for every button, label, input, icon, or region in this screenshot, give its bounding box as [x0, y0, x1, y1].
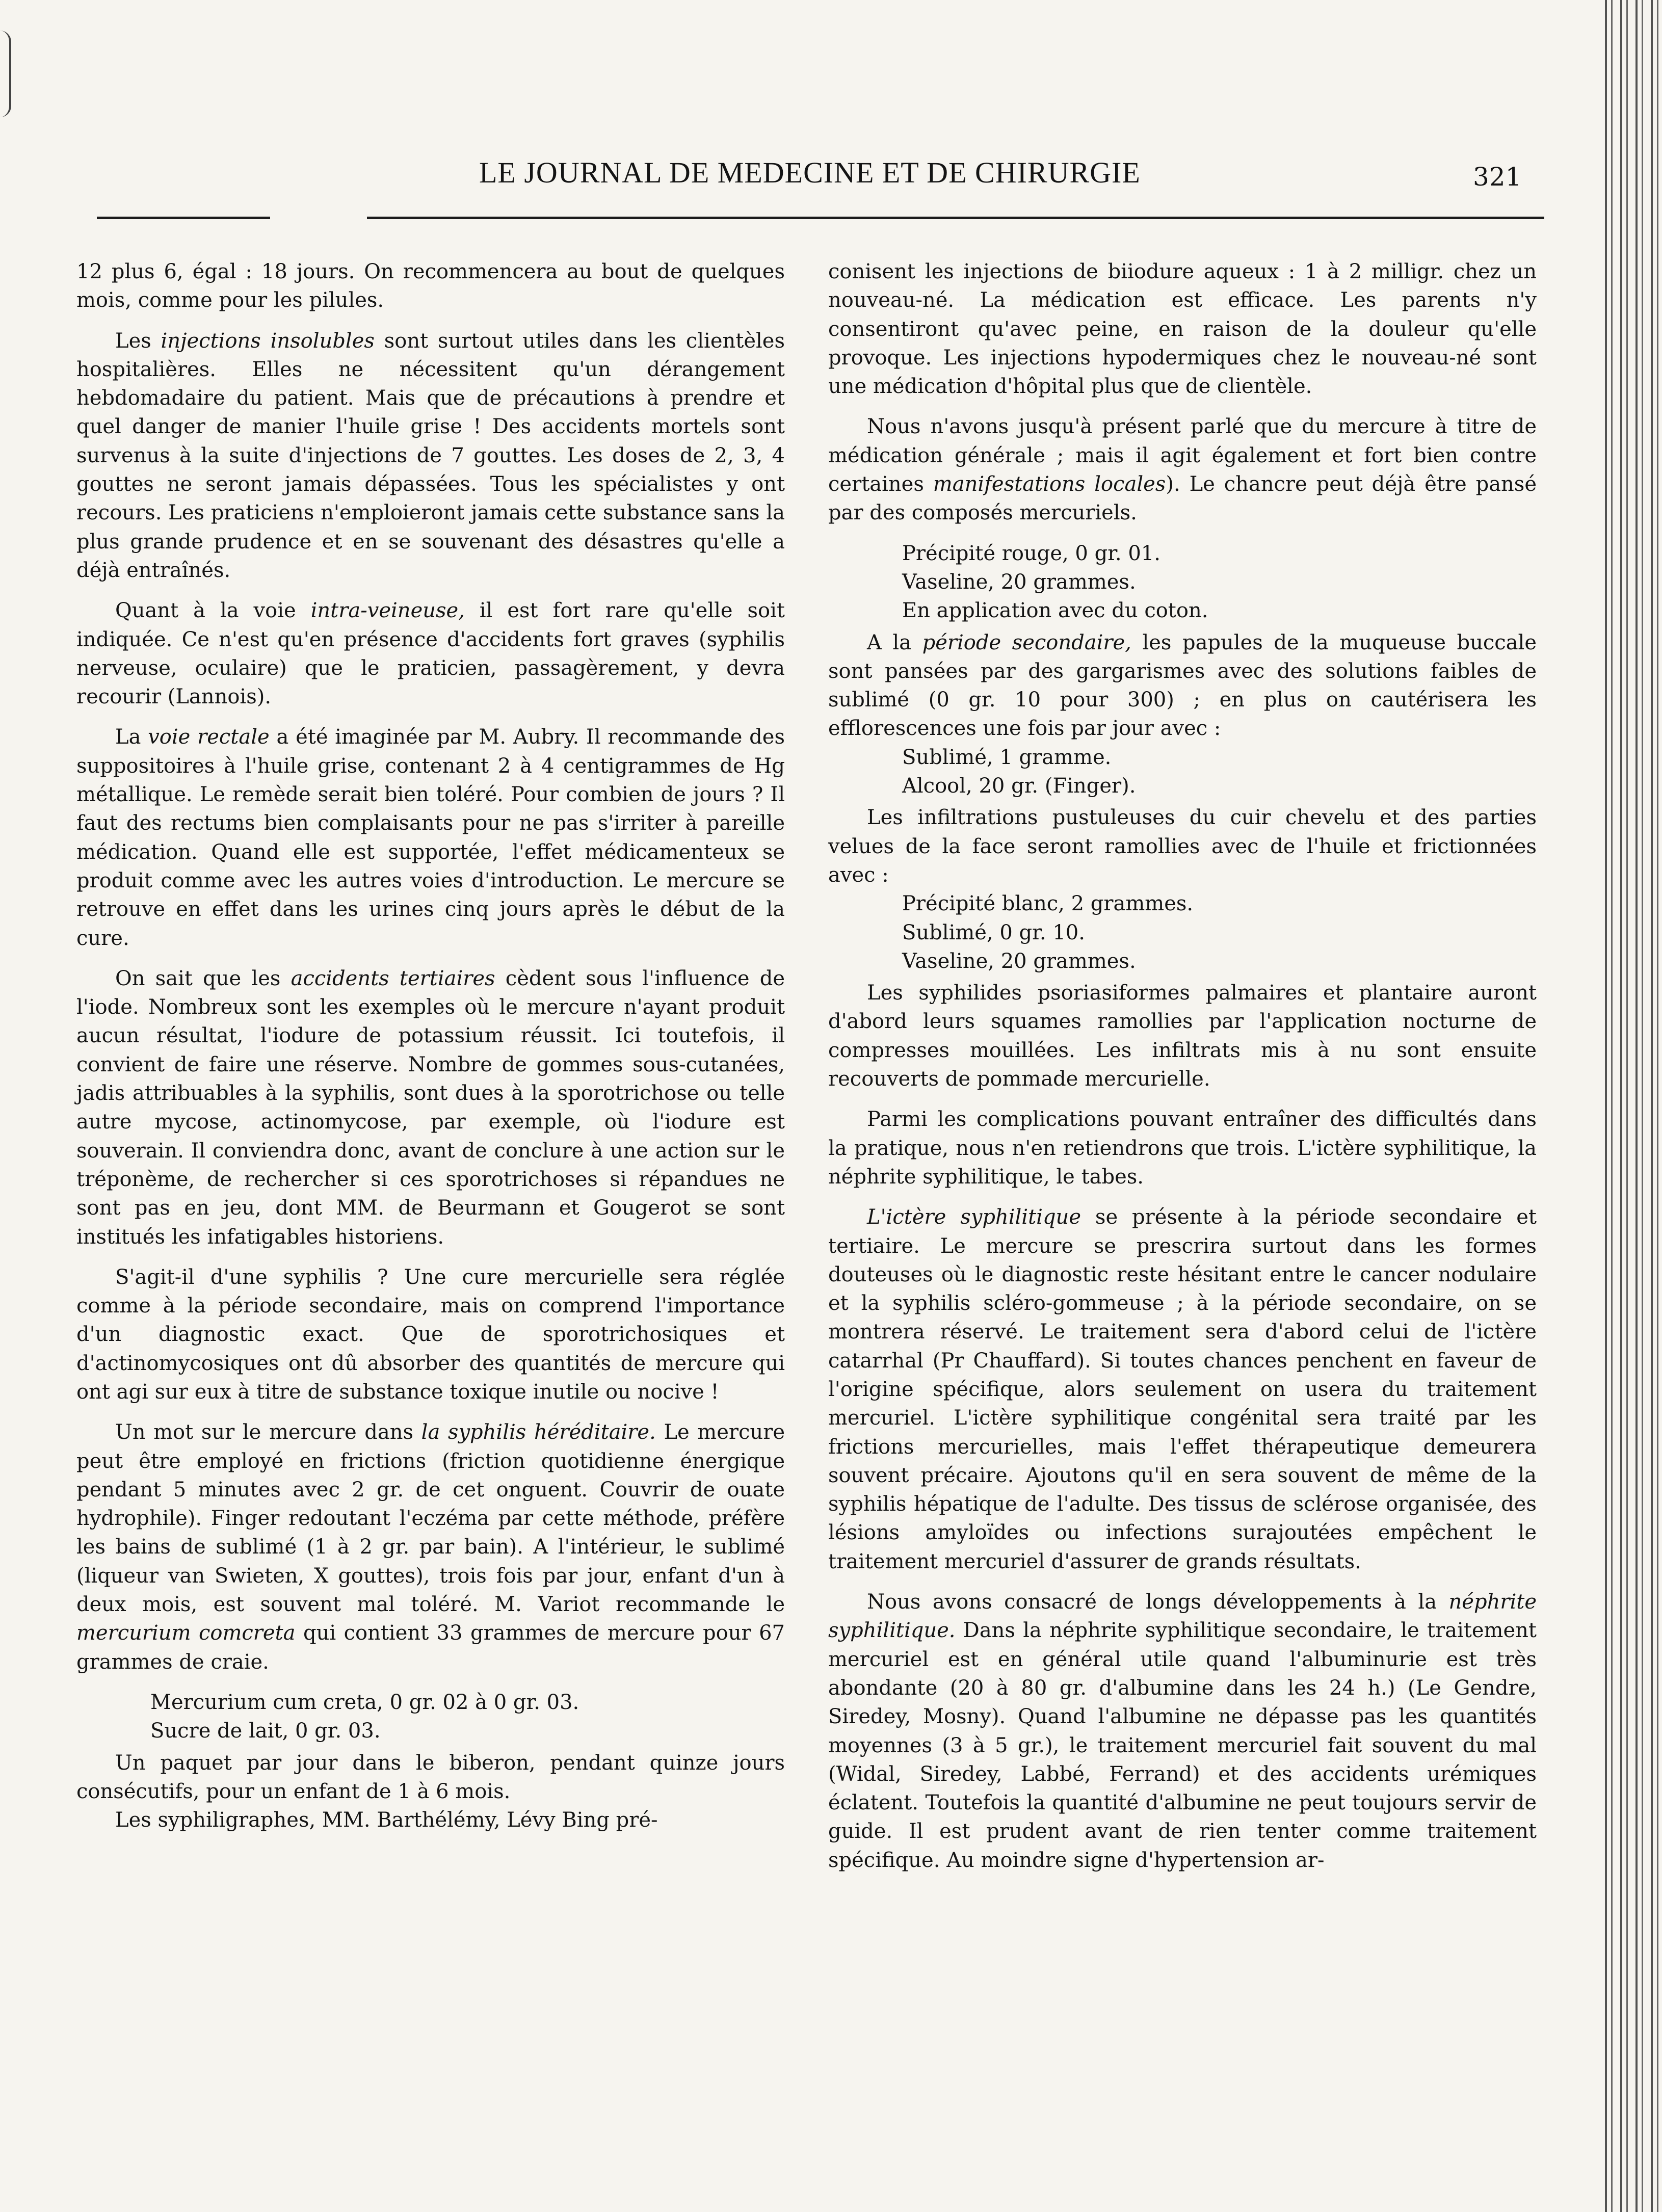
right-column	[828, 257, 1537, 1886]
paragraph: La voie rectale a été imaginée par M. Aubry. Il recommande des suppositoires à l'huile grise, contenant 2 à 4 centigrammes de Hg métallique. Le remède serait bien toléré. Pour combien de jours ? Il faut des rectums bien complaisants pour ne pas s'irriter à pareille médication. Quand elle est supportée, l'effet médicamenteux se produit comme avec les autres voies d'introduction. Le mercure se retrouve en effet dans les urines cinq jours après le début de la cure.	[76, 725, 785, 950]
formula-line: Alcool, 20 gr. (Finger).	[902, 774, 1136, 798]
paragraph: 12 plus 6, égal : 18 jours. On recommencera au bout de quelques mois, comme pour les pilules.	[76, 260, 785, 312]
paragraph: Nous n'avons jusqu'à présent parlé que du mercure à titre de médication générale ; mais il agit également et fort bien contre certaines manifestations locales). Le chancre peut déjà être pansé par des composés mercuriels.	[828, 415, 1537, 525]
formula-line: Mercurium cum creta, 0 gr. 02 à 0 gr. 03.	[150, 1690, 579, 1714]
paragraph: Les injections insolubles sont surtout utiles dans les clientèles hospitalières. Elles ne nécessitent qu'un dérangement hebdomadaire du patient. Mais que de précautions à prendre et quel danger de manier l'huile grise ! Des accidents mortels sont survenus à la suite d'injections de 7 gouttes. Les doses de 2, 3, 4 gouttes ne seront jamais dépassées. Tous les spécialistes y ont recours. Les praticiens n'emploieront jamais cette substance sans la plus grande prudence et en se souvenant des désastres qu'elle a déjà entraînés.	[76, 329, 785, 582]
running-header-title: LE JOURNAL DE MEDECINE ET DE CHIRURGIE	[479, 156, 1141, 189]
formula-line: Vaseline, 20 grammes.	[902, 949, 1136, 973]
paragraph: conisent les injections de biiodure aqueux : 1 à 2 milligr. chez un nouveau-né. La médication est efficace. Les parents n'y consentiront qu'avec peine, en raison de la douleur qu'elle provoque. Les injections hypodermiques chez le nouveau-né sont une médication d'hôpital plus que de clientèle.	[828, 260, 1537, 399]
page-edge-binding-right	[1601, 0, 1662, 2212]
formula-line: Sublimé, 0 gr. 10.	[902, 920, 1085, 944]
formula-line: Sublimé, 1 gramme.	[902, 745, 1112, 769]
paragraph: S'agit-il d'une syphilis ? Une cure mercurielle sera réglée comme à la période secondaire, mais on comprend l'importance d'un diagnostic exact. Que de sporotrichosiques et d'actinomycosiques ont dû absorber des quantités de mercure qui ont agi sur eux à titre de substance toxique inutile ou nocive !	[76, 1265, 785, 1404]
paragraph: A la période secondaire, les papules de la muqueuse buccale sont pansées par des gargarismes avec des solutions faibles de sublimé (0 gr. 10 pour 300) ; en plus on cautérisera les efflorescences une fois par jour avec :	[828, 630, 1537, 741]
paragraph: Quant à la voie intra-veineuse, il est fort rare qu'elle soit indiquée. Ce n'est qu'en présence d'accidents fort graves (syphilis nerveuse, oculaire) que le praticien, passagèrement, y devra recourir (Lannois).	[76, 599, 785, 709]
header-rule-left	[97, 217, 270, 219]
formula-line: Précipité rouge, 0 gr. 01.	[902, 541, 1160, 565]
formula-line: Précipité blanc, 2 grammes.	[902, 892, 1194, 916]
formula-line: En application avec du coton.	[902, 599, 1208, 623]
paragraph: L'ictère syphilitique se présente à la période secondaire et tertiaire. Le mercure se prescrira surtout dans les formes douteuses où le diagnostic reste hésitant entre le cancer nodulaire et la syphilis scléro-gommeuse ; à la période secondaire, on se montrera réservé. Le traitement sera d'abord celui de l'ictère catarrhal (Pr Chauffard). Si toutes chances penchent en faveur de l'origine spécifique, alors seulement on usera du traitement mercuriel. L'ictère syphilitique congénital sera traité par les frictions mercurielles, mais l'effet thérapeutique demeurera souvent précaire. Ajoutons qu'il en sera souvent de même de la syphilis hépatique de l'adulte. Des tissus de sclérose organisée, des lésions amyloïdes ou infections surajoutées empêchent le traitement mercuriel d'assurer de grands résultats.	[828, 1205, 1537, 1573]
paragraph: Un paquet par jour dans le biberon, pendant quinze jours consécutifs, pour un enfant de 1 à 6 mois.	[76, 1751, 785, 1803]
paragraph: Parmi les complications pouvant entraîner des difficultés dans la pratique, nous n'en retiendrons que trois. L'ictère syphilitique, la néphrite syphilitique, le tabes.	[828, 1108, 1537, 1189]
paragraph: Les infiltrations pustuleuses du cuir chevelu et des parties velues de la face seront ramollies avec de l'huile et frictionnées avec :	[828, 806, 1537, 887]
header-rule-right	[367, 217, 1544, 219]
paragraph: Les syphiligraphes, MM. Barthélémy, Lévy Bing pré-	[115, 1808, 658, 1832]
paragraph: Un mot sur le mercure dans la syphilis héréditaire. Le mercure peut être employé en frictions (friction quotidienne énergique pendant 5 minutes avec 2 gr. de cet onguent. Couvrir de ouate hydrophile). Finger redoutant l'eczéma par cette méthode, préfère les bains de sublimé (1 à 2 gr. par bain). A l'intérieur, le sublimé (liqueur van Swieten, X gouttes), trois fois par jour, enfant d'un à deux mois, est souvent mal toléré. M. Variot recommande le mercurium comcreta qui contient 33 grammes de mercure pour 67 grammes de craie.	[76, 1420, 785, 1674]
formula-line: Sucre de lait, 0 gr. 03.	[150, 1719, 381, 1743]
paragraph: On sait que les accidents tertiaires cèdent sous l'influence de l'iode. Nombreux sont les exemples où le mercure n'ayant produit aucun résultat, l'iodure de potassium réussit. Ici toutefois, il convient de faire une réserve. Nombre de gommes sous-cutanées, jadis attribuables à la syphilis, sont dues à la sporotrichose ou telle autre mycose, actinomycose, par exemple, où l'iodure est souverain. Il conviendra donc, avant de conclure à une action sur le tréponème, de rechercher si ces sporotrichoses si répandues ne sont pas en jeu, dont MM. de Beurmann et Gougerot se sont institués les infatigables historiens.	[76, 966, 785, 1249]
left-column	[76, 257, 785, 1846]
paragraph: Nous avons consacré de longs développements à la néphrite syphilitique. Dans la néphrite syphilitique secondaire, le traitement mercuriel est en général utile quand l'albuminurie est très abondante (20 à 80 gr. d'albumine dans les 24 h.) (Le Gendre, Siredey, Mosny). Quand l'albumine ne dépasse pas les quantités moyennes (3 à 5 gr.), le traitement mercuriel fait souvent du mal (Widal, Siredey, Labbé, Ferrand) et des accidents urémiques éclatent. Toutefois la quantité d'albumine ne peut toujours servir de guide. Il est prudent avant de rien tenter comme traitement spécifique. Au moindre signe d'hypertension ar-	[828, 1590, 1537, 1872]
paragraph: Les syphilides psoriasiformes palmaires et plantaire auront d'abord leurs squames ramollies par l'application nocturne de compresses mouillées. Les infiltrats mis à nu sont ensuite recouverts de pommade mercurielle.	[828, 981, 1537, 1091]
formula-line: Vaseline, 20 grammes.	[902, 570, 1136, 594]
page-edge-shadow-left	[0, 31, 11, 117]
page-number: 321	[1473, 162, 1522, 192]
